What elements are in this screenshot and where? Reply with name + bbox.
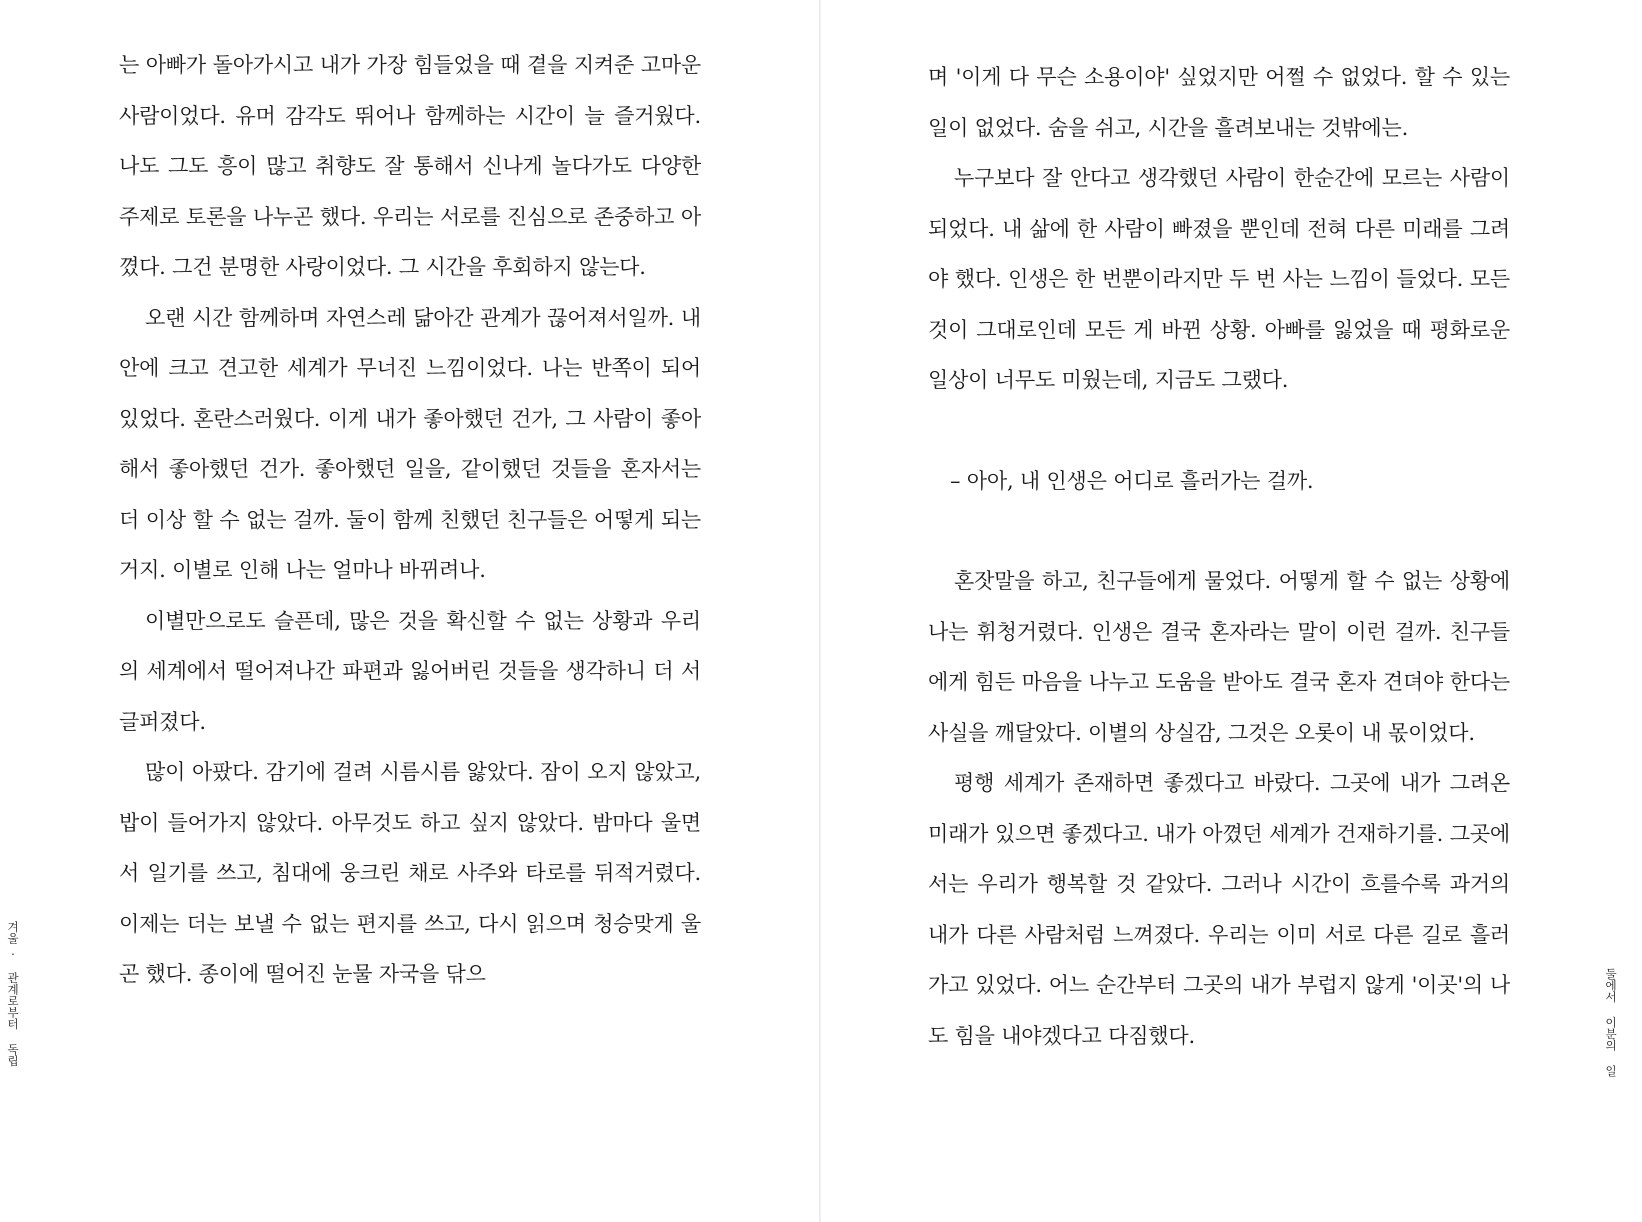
running-head-left: 겨울. 관계로부터 독립: [6, 921, 20, 1067]
paragraph: 는 아빠가 돌아가시고 내가 가장 힘들었을 때 곁을 지켜준 고마운 사람이었다. 유머 감각도 뛰어나 함께하는 시간이 늘 즐거웠다. 나도 그도 흥이 많고 취향도 잘 통해서 신나게 놀다가도 다양한 주제로 토론을 나누곤 했다. 우리는 서로를 진심으로 존중하고 아꼈다. 그건 분명한 사랑이었다. 그 시간을 후회하지 않는다.: [119, 53, 701, 279]
paragraph: 며 '이게 다 무슨 소용이야' 싶었지만 어쩔 수 없었다. 할 수 있는 일이 없었다. 숨을 쉬고, 시간을 흘려보내는 것밖에는.: [928, 65, 1510, 140]
paragraph: 평행 세계가 존재하면 좋겠다고 바랐다. 그곳에 내가 그려온 미래가 있으면 좋겠다고. 내가 아꼈던 세계가 건재하기를. 그곳에서는 우리가 행복할 것 같았다. 그러나 시간이 흐를수록 과거의 내가 다른 사람처럼 느껴졌다. 우리는 이미 서로 다른 길로 흘러가고 있었다. 어느 순간부터 그곳의 내가 부럽지 않게 '이곳'의 나도 힘을 내야겠다고 다짐했다.: [928, 771, 1511, 1048]
paragraph: 혼잣말을 하고, 친구들에게 물었다. 어떻게 할 수 없는 상황에 나는 휘청거렸다. 인생은 결국 혼자라는 말이 이런 걸까. 친구들에게 힘든 마음을 나누고 도움을 받아도 결국 혼자 견뎌야 한다는 사실을 깨달았다. 이별의 상실감, 그것은 오롯이 내 몫이었다.: [928, 569, 1510, 745]
right-page-body: [928, 52, 1510, 1061]
dialogue-line: – 아아, 내 인생은 어디로 흘러가는 걸까.: [950, 468, 1314, 493]
paragraph: 오랜 시간 함께하며 자연스레 닮아간 관계가 끊어져서일까. 내 안에 크고 견고한 세계가 무너진 느낌이었다. 나는 반쪽이 되어 있었다. 혼란스러웠다. 이게 내가 좋아했던 건가, 그 사람이 좋아해서 좋아했던 건가. 좋아했던 일을, 같이했던 것들을 혼자서는 더 이상 할 수 없는 걸까. 둘이 함께 친했던 친구들은 어떻게 되는 거지. 이별로 인해 나는 얼마나 바뀌려나.: [119, 305, 701, 582]
paragraph: 누구보다 잘 안다고 생각했던 사람이 한순간에 모르는 사람이 되었다. 내 삶에 한 사람이 빠졌을 뿐인데 전혀 다른 미래를 그려야 했다. 인생은 한 번뿐이라지만 두 번 사는 느낌이 들었다. 모든 것이 그대로인데 모든 게 바뀐 상황. 아빠를 잃었을 때 평화로운 일상이 너무도 미웠는데, 지금도 그랬다.: [928, 166, 1510, 392]
paragraph: 많이 아팠다. 감기에 걸려 시름시름 앓았다. 잠이 오지 않았고, 밥이 들어가지 않았다. 아무것도 하고 싶지 않았다. 밤마다 울면서 일기를 쓰고, 침대에 웅크린 채로 사주와 타로를 뒤적거렸다. 이제는 더는 보낼 수 없는 편지를 쓰고, 다시 읽으며 청승맞게 울곤 했다. 종이에 떨어진 눈물 자국을 닦으: [119, 760, 701, 986]
page-gutter: [819, 0, 821, 1222]
right-page: [822, 0, 1642, 1222]
running-head-right: 둘에서 이분의 일: [1604, 968, 1618, 1077]
left-page-body: [119, 40, 701, 1000]
paragraph: 이별만으로도 슬픈데, 많은 것을 확신할 수 없는 상황과 우리의 세계에서 떨어져나간 파편과 잃어버린 것들을 생각하니 더 서글퍼졌다.: [119, 608, 701, 734]
